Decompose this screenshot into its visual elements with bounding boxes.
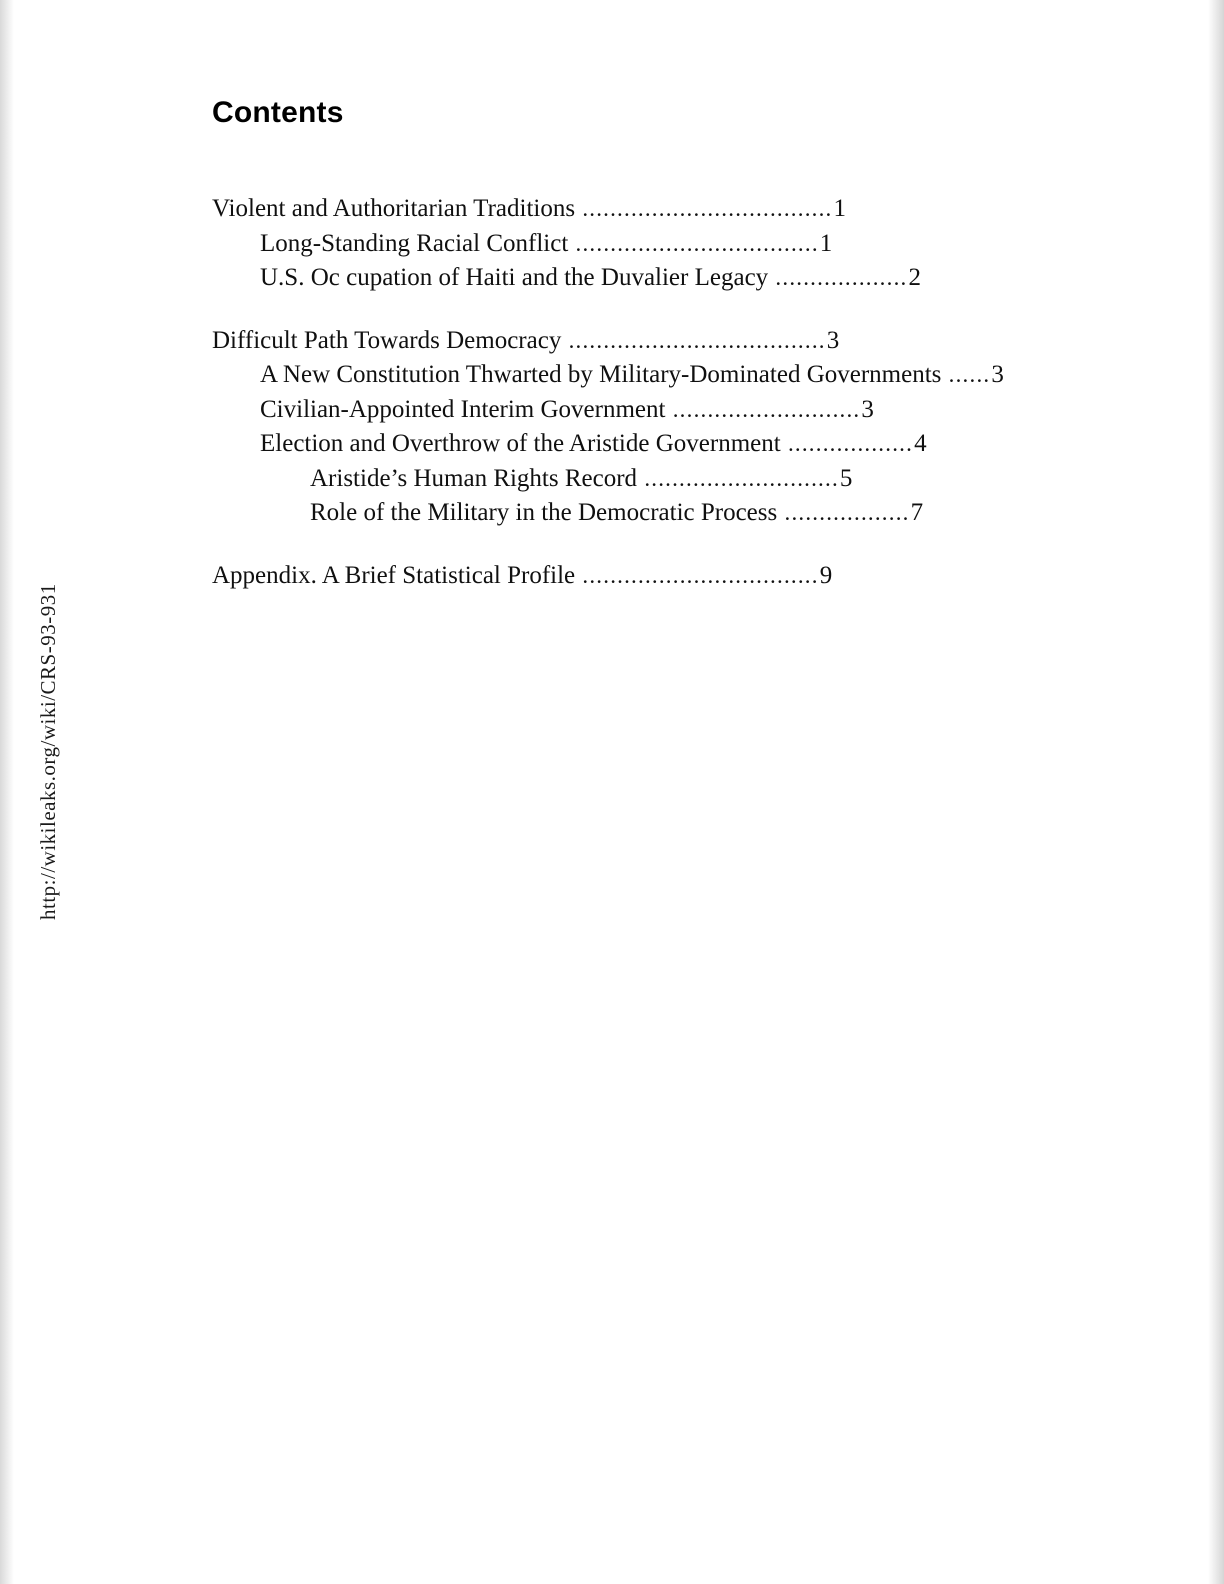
toc-entry-title: A New Constitution Thwarted by Military-Dominated Governments — [260, 361, 942, 388]
toc-entry[interactable] — [260, 358, 1092, 393]
toc-leader-dots: .................................. — [582, 562, 819, 588]
toc-entry-title: Role of the Military in the Democratic Process — [310, 499, 778, 526]
toc-entry[interactable] — [310, 496, 1092, 531]
toc-entry[interactable] — [260, 427, 1092, 462]
toc-leader-dots: ..................................... — [568, 327, 826, 353]
toc-entry[interactable] — [212, 559, 1092, 594]
toc-page-number: 1 — [819, 229, 833, 257]
toc-entry-title: Election and Overthrow of the Aristide Government — [260, 430, 781, 457]
toc-entry-title: Aristide’s Human Rights Record — [310, 464, 638, 492]
toc-page-number: 2 — [908, 264, 921, 291]
toc-entry[interactable] — [260, 227, 1092, 262]
toc-leader-dots: ............................ — [644, 465, 839, 491]
toc-entry[interactable] — [212, 324, 1092, 359]
toc-entry[interactable] — [310, 462, 1092, 497]
toc-entry[interactable] — [260, 393, 1092, 428]
toc-page-number: 1 — [833, 195, 847, 222]
toc-entry[interactable] — [260, 261, 1092, 296]
toc-leader-dots: ...... — [948, 362, 991, 387]
wikileaks-side-stamp: http://wikileaks.org/wiki/CRS-93-931 — [36, 583, 60, 920]
toc-entry-title: Civilian-Appointed Interim Government — [260, 395, 666, 423]
toc-leader-dots: .................. — [784, 500, 910, 525]
toc-page-number: 4 — [914, 430, 927, 457]
toc-entry-title: Difficult Path Towards Democracy — [212, 326, 562, 354]
toc-page-number: 3 — [826, 326, 840, 354]
toc-leader-dots: ................... — [775, 265, 908, 290]
toc-group — [212, 559, 1092, 594]
table-of-contents — [212, 192, 1092, 593]
toc-page-number: 7 — [910, 499, 924, 526]
toc-page-number: 3 — [991, 361, 1004, 388]
toc-entry-title: Appendix. A Brief Statistical Profile — [212, 561, 576, 589]
page-content — [212, 96, 1092, 593]
toc-entry-title: Violent and Authoritarian Traditions — [212, 195, 576, 222]
toc-leader-dots: ........................... — [672, 396, 861, 422]
toc-entry-title: Long-Standing Racial Conflict — [260, 229, 569, 257]
toc-group — [212, 324, 1092, 531]
toc-entry-title: U.S. Oc cupation of Haiti and the Duvalier Legacy — [260, 264, 769, 291]
toc-page-number: 9 — [819, 561, 833, 589]
toc-leader-dots: .................. — [787, 431, 914, 456]
toc-group — [212, 192, 1092, 296]
toc-page-number: 5 — [839, 464, 853, 492]
toc-page-number: 3 — [861, 395, 874, 423]
toc-leader-dots: ................................... — [575, 230, 819, 256]
page-title: Contents — [212, 96, 344, 129]
toc-leader-dots: .................................... — [582, 196, 833, 221]
toc-entry[interactable] — [212, 192, 1092, 227]
